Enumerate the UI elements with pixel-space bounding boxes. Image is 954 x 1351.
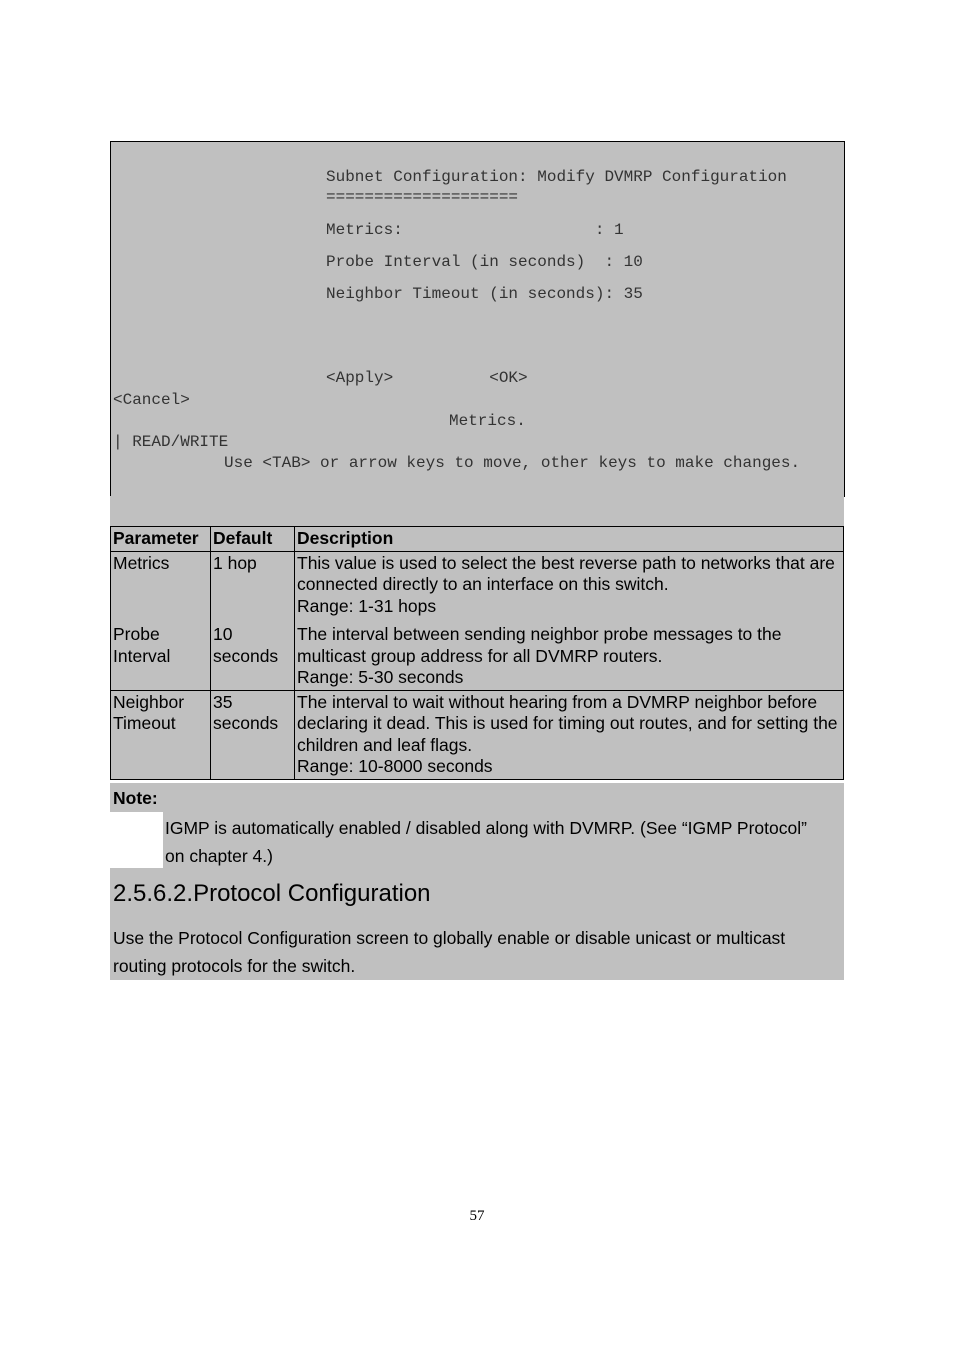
- apply-ok-buttons[interactable]: <Apply> <OK>: [326, 369, 528, 387]
- description-text: This value is used to select the best reverse path to networks that are connected directly to an interface on this switch.: [297, 552, 835, 594]
- help-text: Use <TAB> or arrow keys to move, other keys to make changes.: [224, 454, 801, 472]
- cell-description: [295, 618, 844, 690]
- parameter-table: [110, 526, 844, 780]
- access-mode: | READ/WRITE: [113, 433, 229, 451]
- cell-default: 35 seconds: [211, 690, 295, 779]
- note-and-section: [110, 783, 844, 980]
- range-text: Range: 5-30 seconds: [297, 667, 464, 687]
- page-number: 57: [469, 1208, 485, 1224]
- section-heading: 2.5.6.2.Protocol Configuration: [113, 880, 431, 907]
- header-parameter: Parameter: [111, 527, 211, 552]
- range-text: Range: 10-8000 seconds: [297, 756, 493, 776]
- section-body: Use the Protocol Configuration screen to globally enable or disable unicast or multicast routing protocols for the switch.: [113, 928, 786, 976]
- range-text: Range: 1-31 hops: [297, 595, 437, 616]
- note-text: IGMP is automatically enabled / disabled along with DVMRP. (See “IGMP Protocol” on chapter 4.): [165, 818, 807, 866]
- neighbor-timeout-field[interactable]: Neighbor Timeout (in seconds): 35: [326, 285, 643, 303]
- terminal-screen: [110, 141, 845, 497]
- table-row: [111, 551, 844, 618]
- spacer-band: [110, 496, 844, 526]
- cell-default: 1 hop: [211, 551, 295, 618]
- table-row: [111, 690, 844, 779]
- cancel-button[interactable]: <Cancel>: [113, 391, 190, 409]
- note-label: Note:: [113, 788, 158, 808]
- terminal-title: Subnet Configuration: Modify DVMRP Configuration: [326, 168, 787, 186]
- description-text: The interval between sending neighbor probe messages to the multicast group address for all DVMRP routers.: [297, 624, 782, 666]
- cell-description: [295, 551, 844, 618]
- cell-parameter: Metrics: [111, 551, 211, 618]
- note-indent: [110, 812, 163, 868]
- table-row: [111, 618, 844, 690]
- cell-parameter: Neighbor Timeout: [111, 690, 211, 779]
- description-text: The interval to wait without hearing from a DVMRP neighbor before declaring it dead. This is used for timing out routes, and for setting the children and leaf flags.: [297, 691, 838, 755]
- cell-default: 10 seconds: [211, 618, 295, 690]
- header-default: Default: [211, 527, 295, 552]
- table-header-row: [111, 527, 844, 552]
- terminal-separator: ====================: [326, 188, 519, 206]
- probe-interval-field[interactable]: Probe Interval (in seconds) : 10: [326, 253, 643, 271]
- cell-parameter: Probe Interval: [111, 618, 211, 690]
- metrics-field[interactable]: Metrics: : 1: [326, 221, 624, 239]
- header-description: Description: [295, 527, 844, 552]
- status-field-label: Metrics.: [449, 412, 526, 430]
- cell-description: [295, 690, 844, 779]
